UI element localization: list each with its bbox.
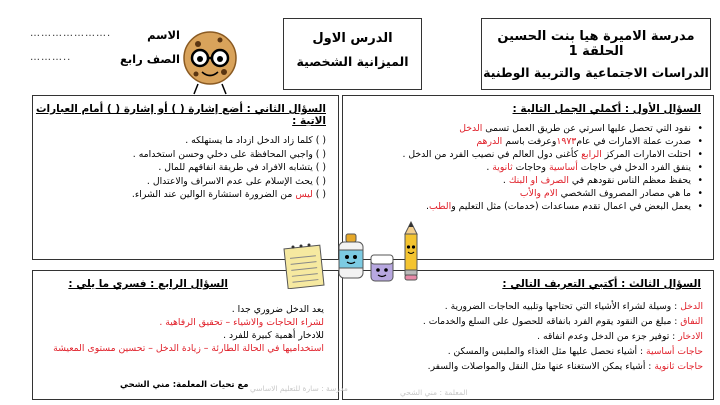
list-item: ( ) ليس من الضرورة استشارة الوالين عند الشراء.: [131, 189, 326, 200]
pencil-character-icon: [397, 220, 425, 282]
list-item: ( ) كلما زاد الدخل ازداد ما يستهلكه .: [185, 135, 326, 146]
list-item: الادخار : توفير جزء من الدخل وعدم انفاقه .: [537, 331, 703, 342]
watermark-school: مدرسة : سارة للتعليم الاساسي: [250, 384, 348, 393]
grade-blank[interactable]: ………..: [30, 52, 72, 63]
question-1-list: [343, 122, 713, 213]
question-2-box: [32, 95, 339, 260]
question-3-box: [342, 270, 714, 400]
question-2-list: [33, 134, 338, 202]
question-3-title: السؤال الثالث : أكتبي التعريف التالي :: [502, 278, 701, 290]
question-1-title: السؤال الأول : أكملي الجمل التالية :: [512, 103, 701, 115]
subject-title: الدراسات الاجتماعية والتربية الوطنية: [483, 65, 709, 80]
list-item: • ينفق الفرد الدخل في حاجات أساسية وحاجات ثانوية .: [351, 161, 703, 174]
lesson-title: الميزانية الشخصية: [296, 54, 409, 69]
lesson-number: الدرس الاول: [312, 31, 393, 46]
school-header-box: [481, 18, 711, 90]
list-item: النفاق : مبلغ من النقود يقوم الفرد بانفاقه للحصول على السلع والخدمات .: [422, 316, 703, 327]
teacher-signature: مع تحيات المعلمة: مني الشحي: [120, 380, 249, 390]
question-4-title: السؤال الرابع : فسري ما يلي :: [68, 278, 228, 290]
list-item: الدخل : وسيلة لشراء الأشياء التي تحتاجها وتلبيه الحاجات الضرورية .: [444, 301, 703, 312]
statement: للادخار أهمية كبيرة للفرد .: [223, 330, 324, 341]
list-item: • ما هي مصادر المصروف الشخصي الام والأب: [351, 187, 703, 200]
eraser-character-icon: [368, 252, 396, 284]
list-item: • يحفظ معظم الناس نقودهم في الصرف او البنك .: [351, 174, 703, 187]
list-item: • يعمل البعض في اعمال تقدم مساعدات (خدمات) مثل التعليم والطب.: [351, 200, 703, 213]
watermark-teacher: المعلمة : مني الشحي: [400, 388, 468, 397]
grade-label: الصف رابع: [119, 52, 180, 66]
definitions-list: [343, 297, 713, 374]
list-item: ( ) يحث الإسلام على عدم الاسراف والاعتدال .: [146, 175, 326, 187]
question-4-body: [33, 297, 338, 355]
notepad-icon: [283, 243, 325, 289]
answer: لشراء الحاجات والاشياء – تحقيق الرفاهية .: [159, 317, 324, 328]
lesson-header-box: [283, 18, 422, 90]
cookie-glasses-icon: [180, 22, 240, 96]
question-2-title: السؤال الثاني : أضع إشارة ( ) أو إشارة ( ) أمام العبارات الاتية :: [35, 103, 326, 127]
list-item: ( ) واجبي المحافظة على دخلي وحسن استخدامه .: [132, 148, 326, 160]
name-label: الاسم: [147, 28, 180, 42]
list-item: ( ) يتشابه الافراد في طريقة انفاقهم للمال .: [158, 162, 326, 173]
name-blank[interactable]: ………………….: [30, 28, 112, 39]
glue-character-icon: [333, 232, 369, 282]
list-item: • صدرت عملة الامارات في عام١٩٧٣وعرفت باسم الدرهم: [351, 135, 703, 148]
list-item: • احتلت الامارات المركز الرابع كأغنى دول العالم في نصيب الفرد من الدخل .: [351, 148, 703, 161]
list-item: حاجات ثانوية : أشياء يمكن الاستغناء عنها مثل النقل والمواصلات والسفر.: [427, 361, 703, 372]
list-item: • نقود التي تحصل عليها اسرتي عن طريق العمل تسمى الدخل: [351, 122, 703, 135]
statement: يعد الدخل ضروري جدا .: [231, 304, 324, 315]
answer: استخداميها في الحالة الطارئة – زيادة الدخل – تحسين مستوى المعيشة: [53, 343, 324, 354]
list-item: حاجات أساسية : أشياء نحصل عليها مثل الغذاء والملبس والمسكن .: [447, 346, 703, 357]
school-name: مدرسة الاميرة هيا بنت الحسين الحلقة 1: [497, 29, 695, 59]
student-info: [30, 28, 180, 76]
